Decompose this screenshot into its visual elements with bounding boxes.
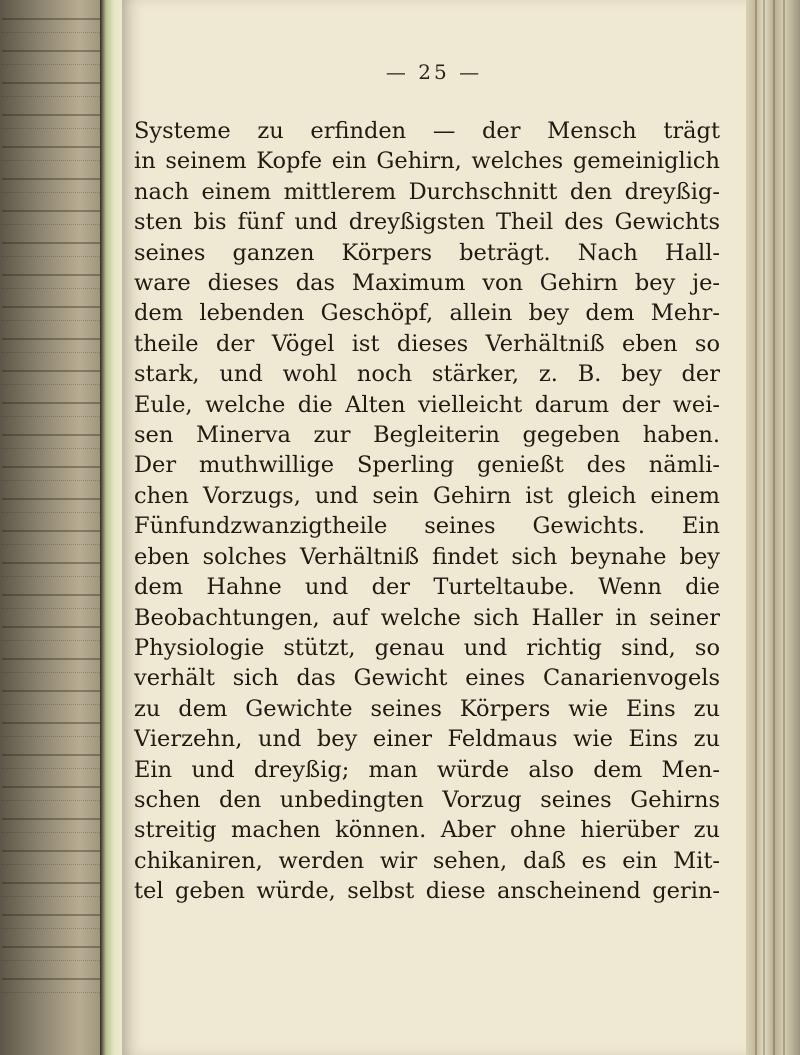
text-line: Ein und dreyßig; man würde also dem Men- [134, 756, 720, 783]
text-line: Fünfundzwanzigtheile seines Gewichts. Ein [134, 513, 720, 540]
text-line: Eule, welche die Alten vielleicht darum der wei- [134, 391, 720, 418]
text-line: schen den unbedingten Vorzug seines Gehirns [134, 786, 720, 813]
text-line: Beobachtungen, auf welche sich Haller in seiner [134, 604, 720, 631]
text-line: Der muthwillige Sperling genießt des nämli- [134, 452, 720, 479]
text-line: Physiologie stützt, genau und richtig sind, so [134, 634, 720, 661]
text-line: sten bis fünf und dreyßigsten Theil des Gewichts [134, 209, 720, 236]
text-line: chen Vorzugs, und sein Gehirn ist gleich einem [134, 482, 720, 509]
text-line: verhält sich das Gewicht eines Canarienvogels [134, 665, 720, 692]
text-line: dem Hahne und der Turteltaube. Wenn die [134, 574, 720, 601]
text-line: seines ganzen Körpers beträgt. Nach Hall- [134, 239, 720, 266]
text-line: stark, und wohl noch stärker, z. B. bey der [134, 361, 720, 388]
text-line: Systeme zu erfinden — der Mensch trägt [134, 118, 720, 144]
page-number: — 25 — [385, 60, 483, 84]
book-page [122, 0, 746, 1055]
text-line: tel geben würde, selbst diese anscheinend gerin- [134, 878, 720, 905]
text-line: chikaniren, werden wir sehen, daß es ein Mit- [134, 847, 720, 874]
text-line: theile der Vögel ist dieses Verhältniß eben so [134, 330, 720, 357]
text-line: sen Minerva zur Begleiterin gegeben haben. [134, 422, 720, 449]
text-line: eben solches Verhältniß findet sich beynahe bey [134, 543, 720, 570]
text-line: zu dem Gewichte seines Körpers wie Eins zu [134, 695, 720, 722]
text-line: in seinem Kopfe ein Gehirn, welches gemeiniglich [134, 148, 720, 175]
body-text [134, 116, 720, 907]
text-line: dem lebenden Geschöpf, allein bey dem Mehr- [134, 300, 720, 327]
text-line: Vierzehn, und bey einer Feldmaus wie Eins zu [134, 726, 720, 753]
text-line: streitig machen können. Aber ohne hierüber zu [134, 817, 720, 844]
page-edge-stack [746, 0, 800, 1055]
text-line: ware dieses das Maximum von Gehirn bey je- [134, 270, 720, 297]
text-line: nach einem mittlerem Durchschnitt den dreyßig- [134, 178, 720, 205]
